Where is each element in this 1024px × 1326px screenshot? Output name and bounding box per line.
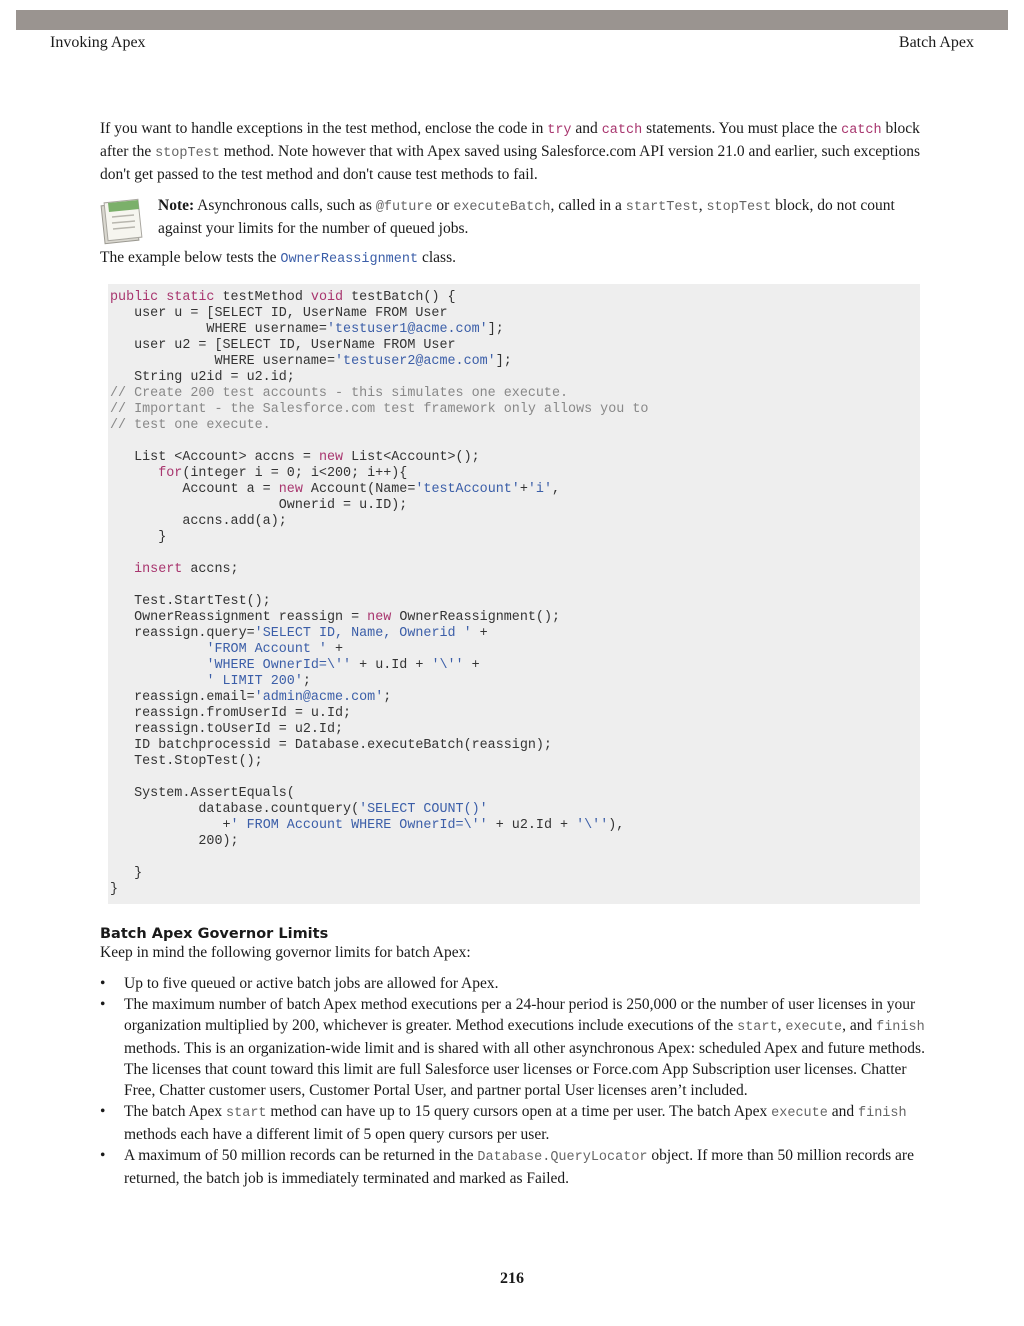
code-execute: execute [771, 1106, 828, 1121]
section-title: Batch Apex Governor Limits [100, 926, 329, 942]
code-line: WHERE username='testuser2@acme.com']; [110, 354, 512, 369]
code-line: Test.StopTest(); [110, 754, 263, 769]
code-stoptest: stopTest [155, 146, 220, 161]
list-item: • The maximum number of batch Apex method executions per a 24-hour period is 250,000 or the number of user licenses in your organization multiplied by 200, whichever is greater. Method executions include executions of the start, execute, and finish methods. This is an organization-wide limit and is shared with all other asynchronous Apex: scheduled Apex and future methods. The licenses that count toward this limit are full Salesforce user licenses or Force.com App Subscription user licenses. Chatter Free, Chatter customer users, Customer Portal User, and partner portal User licenses aren’t included. [100, 996, 925, 1099]
page-number: 216 [500, 1270, 524, 1287]
section-lead: Keep in mind the following governor limits for batch Apex: [100, 944, 471, 961]
class-link[interactable]: OwnerReassignment [280, 252, 419, 267]
code-catch: catch [601, 123, 643, 138]
code-catch-2: catch [841, 123, 882, 138]
code-future: @future [375, 200, 433, 215]
code-line: 'WHERE OwnerId=\'' + u.Id + '\'' + [206, 658, 480, 673]
code-line: System.AssertEquals( [110, 786, 295, 801]
code-start: start [737, 1020, 778, 1035]
code-finish: finish [876, 1020, 925, 1035]
code-line: Account a = new Account(Name='testAccount'+'i', [110, 482, 561, 497]
list-item: • A maximum of 50 million records can be returned in the Database.QueryLocator object. If more than 50 million records are returned, the batch job is immediately terminated and marked as Failed. [100, 1147, 914, 1187]
code-line: reassign.fromUserId = u.Id; [110, 706, 352, 721]
list-item: • Up to five queued or active batch jobs are allowed for Apex. [100, 975, 499, 992]
code-line: Test.StartTest(); [110, 594, 271, 609]
code-line: insert accns; [110, 562, 239, 577]
code-line: user u = [SELECT ID, UserName FROM User [110, 306, 448, 321]
example-intro: The example below tests the OwnerReassignment class. [100, 249, 456, 267]
intro-paragraph: If you want to handle exceptions in the test method, enclose the code in try and catch statements. You must place the catch block after the stopTest method. Note however that with Apex saved using Salesforce.com API version 21.0 and earlier, such exceptions don't get passed to the test method and don't cause test methods to fail. [100, 120, 921, 183]
code-line: for(integer i = 0; i<200; i++){ [158, 466, 408, 481]
code-line: // Important - the Salesforce.com test framework only allows you to [110, 402, 649, 417]
header-section: Batch Apex [898, 34, 974, 51]
code-execute: execute [785, 1020, 843, 1035]
code-line: Ownerid = u.ID); [110, 498, 408, 513]
bullet: • [100, 1147, 106, 1164]
code-finish: finish [858, 1106, 907, 1121]
note-text: Note: Asynchronous calls, such as @future or executeBatch, called in a startTest, stopTest block, do not count against your limits for the number of queued jobs. [158, 197, 895, 237]
code-line: database.countquery('SELECT COUNT()' [110, 802, 488, 817]
code-line: public static testMethod void testBatch() { [110, 290, 456, 305]
code-line: WHERE username='testuser1@acme.com']; [110, 322, 504, 337]
code-line: ' LIMIT 200'; [206, 674, 311, 689]
code-line: 'FROM Account ' + [206, 642, 344, 657]
code-line: 200); [110, 834, 239, 849]
note-box [100, 195, 926, 247]
code-line: reassign.email='admin@acme.com'; [110, 690, 392, 705]
code-line: // Create 200 test accounts - this simulates one execute. [110, 386, 569, 401]
code-line: ID batchprocessid = Database.executeBatch(reassign); [110, 738, 552, 753]
code-line: } [110, 882, 119, 897]
bullet: • [100, 996, 106, 1013]
code-try: try [547, 123, 572, 138]
note-icon [100, 197, 144, 245]
bullet: • [100, 975, 106, 992]
code-line: } [110, 530, 167, 545]
header-bar [16, 10, 1008, 30]
code-line: reassign.toUserId = u2.Id; [110, 722, 344, 737]
code-line: // test one execute. [110, 418, 271, 433]
code-line: reassign.query='SELECT ID, Name, Ownerid ' + [110, 626, 488, 641]
code-starttest: startTest [625, 200, 699, 215]
code-line: accns.add(a); [110, 514, 287, 529]
code-line: } [110, 866, 143, 881]
page-content [100, 118, 926, 1189]
bullet: • [100, 1103, 106, 1120]
code-querylocator: Database.QueryLocator [477, 1150, 648, 1165]
header-chapter: Invoking Apex [50, 34, 146, 51]
code-stoptest-note: stopTest [706, 200, 772, 215]
code-line: user u2 = [SELECT ID, UserName FROM User [110, 338, 456, 353]
code-start: start [226, 1106, 267, 1121]
code-line: String u2id = u2.id; [110, 370, 295, 385]
code-block [108, 284, 920, 904]
code-executebatch: executeBatch [453, 200, 551, 215]
code-line: +' FROM Account WHERE OwnerId=\'' + u2.Id + '\''), [110, 818, 625, 833]
code-line: OwnerReassignment reassign = new OwnerReassignment(); [110, 610, 561, 625]
code-line: List <Account> accns = new List<Account>(); [110, 450, 480, 465]
list-item: • The batch Apex start method can have up to 15 query cursors open at a time per user. The batch Apex execute and finish methods each have a different limit of 5 open query cursors per user. [100, 1103, 907, 1143]
limits-list [100, 973, 926, 1189]
